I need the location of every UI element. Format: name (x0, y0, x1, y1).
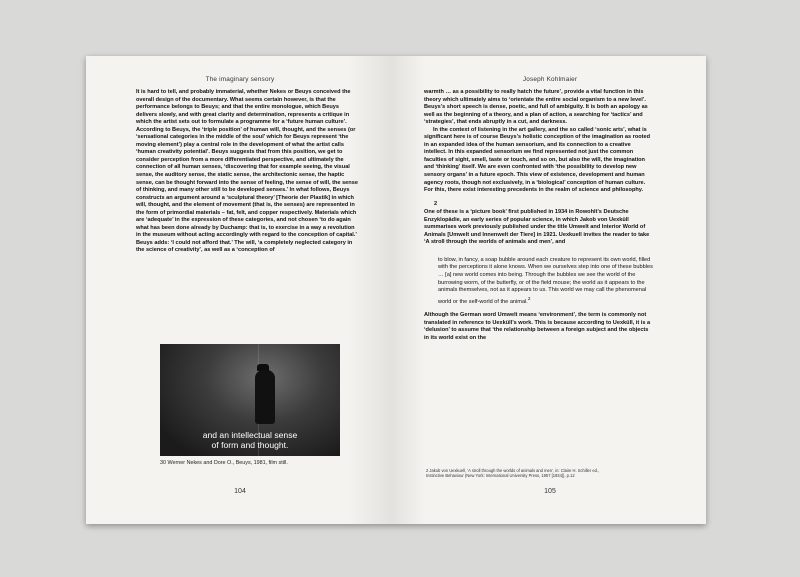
right-page (394, 56, 706, 524)
right-paragraph-4: Although the German word Umwelt means ‘environment’, the term is commonly not translated in reference to Uexküll’s work. This is because according to Uexküll, it is a ‘delusion’ to assume that ‘the relationship between a foreign subject and the objects in its world exist on the (424, 312, 651, 341)
film-still-image (160, 344, 340, 456)
left-paragraph: It is hard to tell, and probably immaterial, whether Nekes or Beuys conceived the overall design of the documentary. What seems certain however, is that the performance belongs to Beuys; and that the entire monologue, which Beuys delivers slowly, and with great clarity and determination, represents a critique in which the artist sets out to formulate a programme for a ‘future human culture’. According to Beuys, the ‘triple position’ of human will, thought, and the senses (or ‘sensational categories in the middle of the soul’ which for Beuys represent ‘the moving element’) play a central role in the development of what the artist calls ‘human creativity potential’. Beuys suggests that from this position, we get to consider perception from a more differentiated perspective, and ultimately the connection of all human senses, ‘discovering that for example seeing, the visual sense, the auditory sense, the static sense, the architectonic sense, the haptic sense, can be thought forward into the sense of feeling, the sense of will, the sense of thinking, and many other still to be developed senses.’ In what follows, Beuys constructs an argument around a ‘sculptural theory’ [Theorie der Plastik] in which will, thought, and the element of movement (that is, the senses) are represented in the form of primordial materials – fat, felt, and copper respectively. Materials which are ‘adequate’ in the expression of these categories, and not chosen ‘to do again what has been done already by Duchamp: that is, to exercise in a way a revolution in the museum without acting accordingly with regard to the conception of capital.’ Beuys adds: ‘I could not afford that.’ The will, ‘a completely neglected category in the science of creativity’, as well as a ‘conception of (136, 89, 358, 254)
section-number: 2 (434, 200, 438, 207)
left-page (86, 56, 394, 524)
footnote-line-1: 2 Jakob von Uexkuell, ‘A stroll through the worlds of animals and men’, in: Claire H. Schiller ed., (426, 468, 600, 473)
footnote (426, 468, 658, 479)
block-quote (438, 257, 654, 306)
left-page-number: 104 (234, 488, 246, 495)
right-page-number: 105 (544, 488, 556, 495)
right-paragraph-3: One of these is a ‘picture book’ first published in 1934 in Rowohlt’s Deutsche Enzyklopädie, an early series of popular science, in which Jakob von Uexküll summarises work previously published under the title Umwelt and Interior World of Animals [Umwelt und Innenwelt der Tiere] in 1921. Uexkuell invites the reader to take ‘A stroll through the worlds of animals and men’, and (424, 209, 650, 246)
film-subtitle (160, 430, 340, 450)
right-paragraph-1: warmth … as a possibility to really hatch the future’, provide a vital function in this theory which ultimately aims to ‘orientate the entire social organism to a new level’. Beuys’s short speech is dense, poetic, and full of ambiguity. It is both an apology as well as the beginning of a theory, and a plan of action, a searching for ‘tactics’ and ‘strategies’, that ends abruptly in a cut, and darkness. (424, 89, 648, 126)
film-subtitle-line-2: of form and thought. (211, 440, 289, 450)
right-paragraph-2: In the context of listening in the art gallery, and the so called ‘sonic arts’, what is significant here is of course Beuys’s holistic conception of the imagination as rooted in an expanded idea of the human sensorium, and its connection to a creative intellect. In this expanded sensorium we find represented not just the common faculties of sight, smell, taste or touch, and so on, but also the will, the imagination and ‘thinking’ itself. We are even confronted with ‘the possibility to develop new sensory organs’ in a future epoch. This view of existence, development and human agency roots, though not exclusively, in a ‘biological’ conception of human culture. For this, there exist interesting precedents in the realm of science and philosophy. (424, 126, 651, 194)
footnote-ref: 2 (527, 295, 531, 301)
open-book (86, 56, 706, 524)
footnote-line-2: Instinctive Behaviour (New York: International University Press, 1957 [1934]), p.12 (426, 473, 575, 479)
left-body-text (136, 89, 358, 255)
right-running-header: Joseph Kohlmaier (522, 76, 578, 83)
film-subtitle-line-1: and an intellectual sense (202, 430, 298, 440)
right-body-text (424, 89, 654, 342)
figure-caption: 30 Werner Nekes and Dore O., Beuys, 1981, film still. (160, 460, 288, 466)
left-running-header: The imaginary sensory (205, 76, 275, 83)
block-quote-text: to blow, in fancy, a soap bubble around each creature to represent its own world, filled with the perceptions it alone knows. When we ourselves step into one of these bubbles … [a] new world comes into being. Through the bubbles we see the world of the burrowing worm, of the butterfly, or of the field mouse; the world as it appears to the animals themselves, not as it appears to us. This world we may call the phenomenal world or the self-world of the animal. (438, 256, 653, 305)
figure-silhouette (255, 370, 275, 424)
